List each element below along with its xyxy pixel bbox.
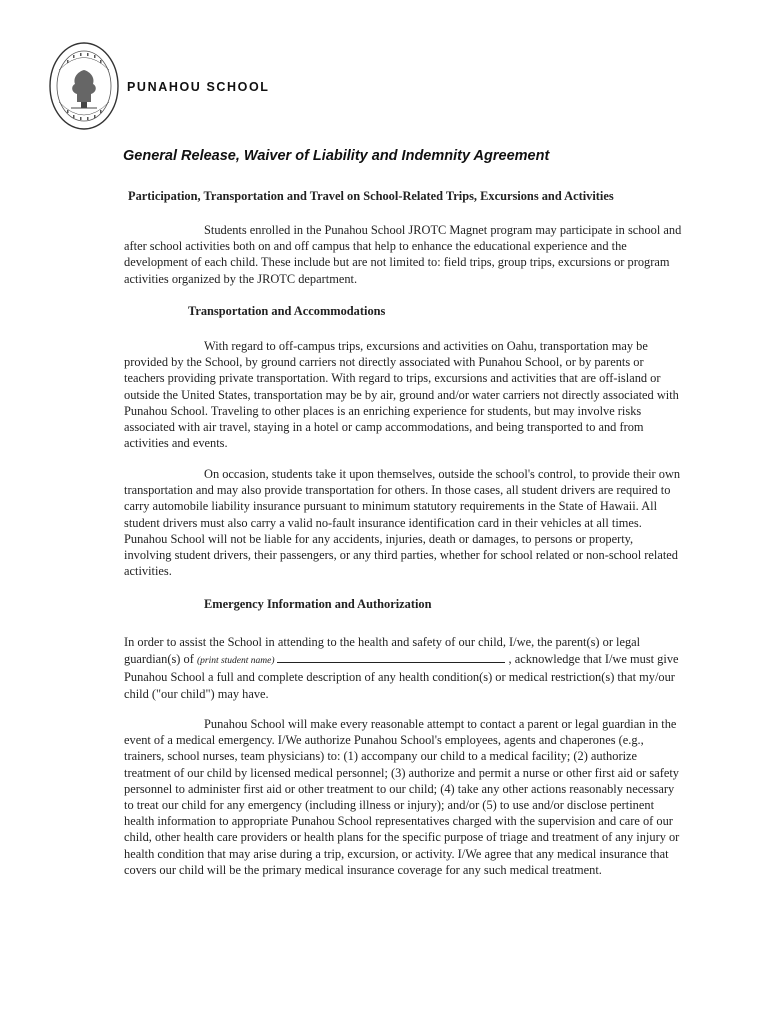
school-name: PUNAHOU SCHOOL	[127, 80, 270, 94]
emergency-paragraph-2	[124, 716, 682, 878]
transport-paragraph-1	[124, 338, 682, 451]
intro-paragraph	[124, 222, 682, 287]
emergency-text-1b: , acknowledge that I/we must give Punahou School a full and complete description of any health condition(s) or medical restriction(s) that my/our child ("our child") may have.	[124, 652, 679, 701]
emergency-paragraph-1	[124, 634, 682, 702]
intro-text: Students enrolled in the Punahou School JROTC Magnet program may participate in school and after school activities both on and off campus that help to enhance the educational experience and the development of each child. These include but are not limited to: field trips, group trips, excursions or program activities organized by the JROTC department.	[124, 223, 682, 286]
school-seal-icon	[47, 40, 121, 132]
document-title: General Release, Waiver of Liability and Indemnity Agreement	[123, 148, 550, 164]
transport-heading: Transportation and Accommodations	[188, 304, 386, 318]
emergency-text-1a: In order to assist the School in attending to the health and safety of our child, I/we, the parent(s) or legal guardian(s) of	[124, 635, 641, 667]
emergency-text-2: Punahou School will make every reasonable attempt to contact a parent or legal guardian in the event of a medical emergency. I/We authorize Punahou School's employees, agents and chaperones (e.g., trainers, school nurses, team physicians) to: (1) accompany our child to a medical facility; (2) authorize treatment of our child by licensed medical personnel; (3) authorize and permit a nurse or other first aid or safety personnel to administer first aid or other treatment to our child; (4) take any other actions reasonably necessary to treat our child for any emergency (including illness or injury); and/or (5) to use and/or disclose pertinent health information to appropriate Punahou School representatives charged with the supervision and care of our child, other health care providers or health plans for the specific purpose of triage and treatment of any injury or health condition that may arise during a trip, excursion, or activity. I/We agree that any medical insurance that covers our child will be the primary medical insurance coverage for any such medical treatment.	[124, 717, 680, 877]
document-subtitle: Participation, Transportation and Travel on School-Related Trips, Excursions and Activities	[128, 189, 614, 203]
transport-text-1: With regard to off-campus trips, excursions and activities on Oahu, transportation may be provided by the School, by ground carriers not directly associated with Punahou School, or by parents or teachers providing private transportation. With regard to trips, excursions and activities that are off-island or outside the United States, transportation may be by air, ground and/or water carriers not directly associated with Punahou School. Traveling to other places is an enriching experience for students, but may involve risks associated with air travel, staying in a hotel or camp accommodations, and being transported to and from activities and events.	[124, 339, 679, 451]
transport-text-2: On occasion, students take it upon themselves, outside the school's control, to provide their own transportation and may also provide transportation for others. In those cases, all student drivers are required to carry automobile liability insurance pursuant to minimum statutory requirements in the State of Hawaii. All student drivers must also carry a valid no-fault insurance identification card in their vehicles at all times. Punahou School will not be liable for any accidents, injuries, death or damages, to persons or property, involving student drivers, their passengers, or any third parties, whether for school related or non-school related activities.	[124, 467, 681, 579]
emergency-heading: Emergency Information and Authorization	[204, 597, 432, 611]
student-name-field[interactable]	[277, 650, 505, 663]
print-student-name-hint: (print student name)	[196, 656, 275, 667]
transport-paragraph-2	[124, 466, 682, 579]
